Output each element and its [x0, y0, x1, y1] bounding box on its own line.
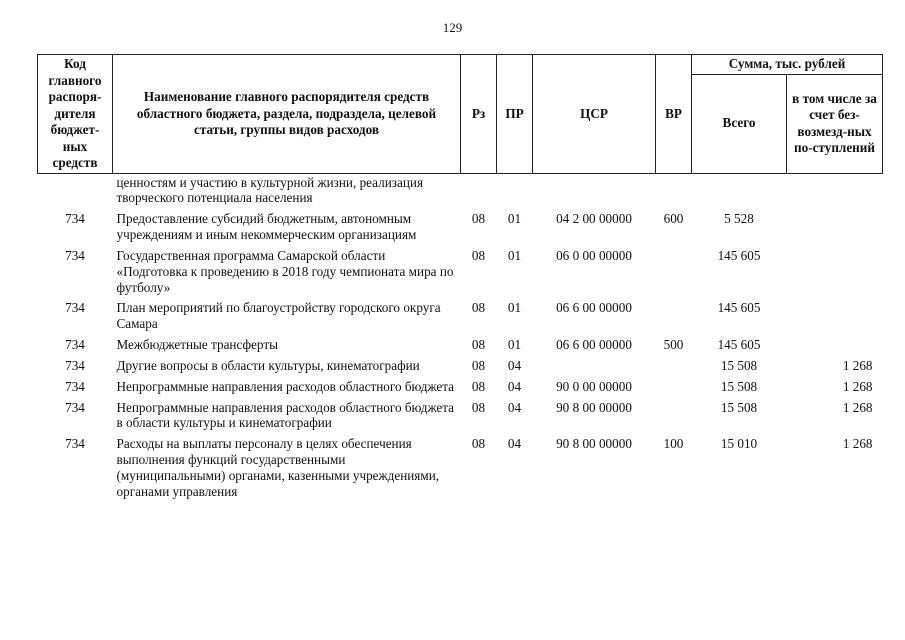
table-header — [38, 55, 883, 174]
cell-code — [38, 173, 113, 208]
cell-code: 734 — [65, 436, 85, 452]
cell-csr: 06 6 00 00000 — [556, 300, 632, 316]
cell-name: Другие вопросы в области культуры, кинематографии — [116, 357, 420, 373]
cell-pr: 01 — [507, 247, 522, 263]
cell-pr: 01 — [507, 337, 522, 353]
cell-csr — [533, 355, 656, 376]
cell-pr: 01 — [507, 300, 522, 316]
cell-name: Межбюджетные трансферты — [116, 337, 278, 353]
cell-name: Расходы на выплаты персоналу в целях обеспечения выполнения функций государственными (муниципальными) органами, казенными учреждениями, органами управления — [116, 436, 440, 499]
cell-csr: 06 0 00 00000 — [556, 247, 632, 263]
cell-rz — [461, 173, 497, 208]
cell-name: Непрограммные направления расходов областного бюджета в области культуры и кинематографии — [116, 399, 455, 431]
table-row — [38, 334, 883, 355]
cell-gratis — [787, 208, 883, 245]
cell-vr — [656, 355, 692, 376]
cell-total: 145 605 — [717, 337, 761, 353]
cell-gratis: 1 268 — [842, 436, 873, 452]
cell-vr — [656, 397, 692, 434]
cell-vr: 100 — [663, 436, 684, 452]
cell-name: Государственная программа Самарской области «Подготовка к проведению в 2018 году чемпионата мира по футболу» — [116, 247, 454, 295]
header-gratis: в том числе за счет без-возмезд-ных по-ступлений — [787, 74, 883, 173]
cell-csr: 90 8 00 00000 — [556, 436, 632, 452]
table-row — [38, 208, 883, 245]
cell-rz: 08 — [471, 399, 486, 415]
cell-total: 15 508 — [720, 399, 758, 415]
cell-total: 15 508 — [720, 357, 758, 373]
cell-gratis: 1 268 — [842, 357, 873, 373]
cell-total — [692, 173, 787, 208]
cell-name: ценностям и участию в культурной жизни, реализация творческого потенциала населения — [116, 174, 424, 206]
cell-gratis — [787, 334, 883, 355]
cell-rz: 08 — [471, 337, 486, 353]
cell-gratis — [787, 297, 883, 334]
table-row — [38, 433, 883, 501]
cell-code: 734 — [65, 247, 85, 263]
header-name: Наименование главного распорядителя средств областного бюджета, раздела, подраздела, целевой статьи, группы видов расходов — [113, 55, 461, 174]
cell-total: 145 605 — [717, 247, 761, 263]
header-total: Всего — [692, 74, 787, 173]
cell-pr: 04 — [507, 378, 522, 394]
cell-vr — [656, 297, 692, 334]
cell-rz: 08 — [471, 300, 486, 316]
cell-code: 734 — [65, 337, 85, 353]
header-rz: Рз — [461, 55, 497, 174]
cell-csr: 90 8 00 00000 — [556, 399, 632, 415]
cell-csr: 90 0 00 00000 — [556, 378, 632, 394]
cell-code: 734 — [65, 357, 85, 373]
cell-gratis — [787, 173, 883, 208]
cell-code: 734 — [65, 399, 85, 415]
cell-total: 15 508 — [720, 378, 758, 394]
cell-total: 145 605 — [717, 300, 761, 316]
cell-vr — [656, 173, 692, 208]
cell-code: 734 — [65, 211, 85, 227]
cell-vr: 600 — [663, 211, 684, 227]
cell-code: 734 — [65, 300, 85, 316]
cell-pr: 04 — [507, 399, 522, 415]
cell-total: 5 528 — [724, 211, 754, 227]
cell-name: План мероприятий по благоустройству городского округа Самара — [116, 300, 441, 332]
cell-name: Предоставление субсидий бюджетным, автономным учреждениям и иным некоммерческим организациям — [116, 211, 417, 243]
table-row — [38, 376, 883, 397]
table-row — [38, 173, 883, 208]
cell-total: 15 010 — [720, 436, 758, 452]
cell-rz: 08 — [471, 357, 486, 373]
cell-pr — [497, 173, 533, 208]
cell-name: Непрограммные направления расходов областного бюджета — [116, 378, 455, 394]
cell-code: 734 — [65, 378, 85, 394]
table-body — [38, 173, 883, 502]
header-csr: ЦСР — [533, 55, 656, 174]
cell-vr: 500 — [663, 337, 684, 353]
header-vr: ВР — [656, 55, 692, 174]
table-row — [38, 355, 883, 376]
cell-rz: 08 — [471, 378, 486, 394]
cell-gratis: 1 268 — [842, 378, 873, 394]
table-row — [38, 397, 883, 434]
cell-rz: 08 — [471, 211, 486, 227]
cell-csr: 06 6 00 00000 — [556, 337, 632, 353]
cell-csr — [533, 173, 656, 208]
cell-pr: 01 — [507, 211, 522, 227]
cell-gratis — [787, 245, 883, 298]
cell-pr: 04 — [507, 357, 522, 373]
header-code: Код главного распоря-дителя бюджет-ных средств — [38, 55, 113, 174]
cell-pr: 04 — [507, 436, 522, 452]
table-row — [38, 245, 883, 298]
header-pr: ПР — [497, 55, 533, 174]
cell-vr — [656, 245, 692, 298]
cell-rz: 08 — [471, 247, 486, 263]
header-sum: Сумма, тыс. рублей — [692, 55, 883, 75]
cell-vr — [656, 376, 692, 397]
cell-rz: 08 — [471, 436, 486, 452]
table-row — [38, 297, 883, 334]
page-number: 129 — [442, 20, 463, 35]
cell-csr: 04 2 00 00000 — [556, 211, 632, 227]
budget-table — [37, 54, 883, 502]
cell-gratis: 1 268 — [842, 399, 873, 415]
